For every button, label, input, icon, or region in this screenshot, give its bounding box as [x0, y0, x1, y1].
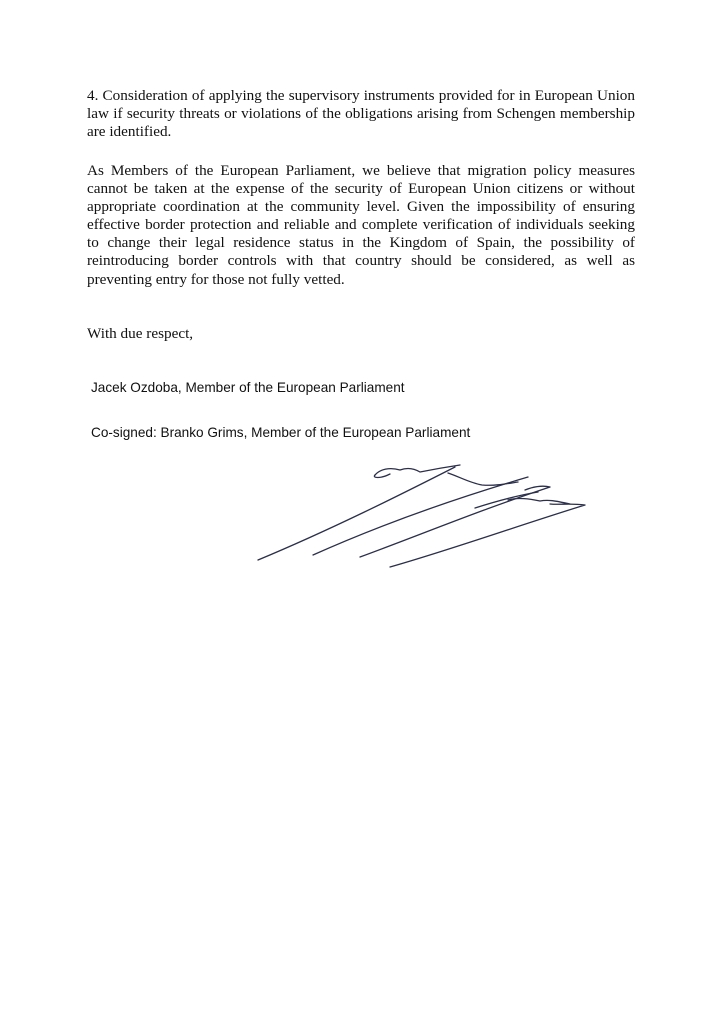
paragraph-mep-position: As Members of the European Parliament, we believe that migration policy measures cannot be taken at the expense of the security of European Union citizens or without appropriate coordination at the community level. Given the impossibility of ensuring effective border protection and reliable and complete verification of individuals seeking to change their legal residence status in the Kingdom of Spain, the possibility of reintroducing border controls with that country should be considered, as well as preventing entry for those not fully vetted.	[87, 162, 635, 288]
closing-salutation: With due respect,	[87, 325, 194, 342]
paragraph-supervisory-instruments: 4. Consideration of applying the supervisory instruments provided for in European Union law if security threats or violations of the obligations arising from Schengen membership are identified.	[87, 87, 635, 141]
cosigner-name: Co-signed: Branko Grims, Member of the European Parliament	[91, 425, 471, 440]
handwritten-signature	[250, 455, 590, 575]
signer-name: Jacek Ozdoba, Member of the European Parliament	[91, 380, 405, 395]
